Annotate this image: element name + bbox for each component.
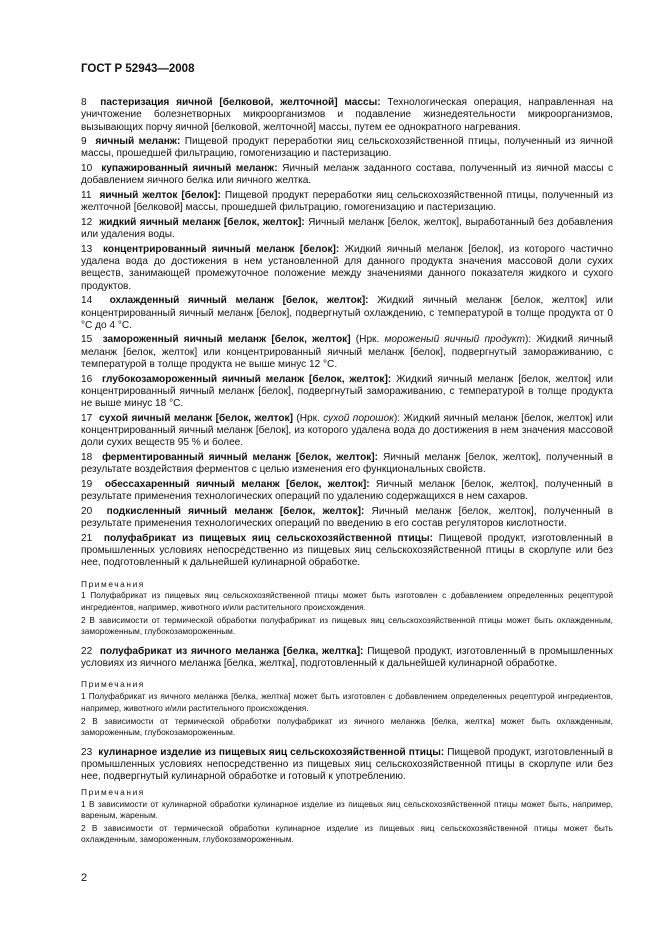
term-number: 23 — [81, 746, 93, 758]
term-entry — [81, 136, 613, 161]
term-definition: Жидкий яичный меланж [белок, желток] или концентрированный яичный меланж [белок], подвергнутый замораживанию, с температурой в толще продукта не выше минус 18 °С. — [81, 373, 614, 410]
term-number: 13 — [81, 243, 93, 255]
term-number: 15 — [81, 334, 93, 346]
term-name: жидкий яичный меланж [белок, желток]: — [99, 216, 305, 228]
term-name: полуфабрикат из яичного меланжа [белка, желтка]: — [99, 645, 364, 657]
term-name: сухой яичный меланж [белок, желток] — [99, 412, 293, 424]
term-definition: Жидкий яичный меланж [белок], из которого частично удалена вода до достижения в нем установленной для данного продукта значения массовой доли сухих веществ, занимающей промежуточное положение между значениями данного показателя жидкого и сухого продуктов. — [81, 243, 613, 292]
note-item: 1 Полуфабрикат из пищевых яиц сельскохозяйственной птицы может быть изготовлен с добавлением определенных рецептурой ингредиентов, например, животного и/или растительного происхождения. — [81, 590, 613, 612]
term-entry — [81, 452, 613, 477]
term-name: яичный желток [белок]: — [99, 189, 221, 201]
term-definition: Пищевой продукт переработки яиц сельскохозяйственной птицы, полученный из яичной массы, прошедшей фильтрацию, гомогенизацию и пастеризацию. — [81, 136, 614, 160]
term-definition: Технологическая операция, направленная на уничтожение болезнетворных микроорганизмов и подавление жизнедеятельности микроорганизмов, вызывающих порчу яичной [белковой, желточной] массы, путем ее однократного нагревания. — [81, 97, 613, 133]
document-header: ГОСТ Р 52943—2008 — [81, 63, 195, 75]
term-definition: Яичный меланж [белок, желток], выработанный без добавления или удаления воды. — [81, 216, 613, 241]
term-entry — [81, 190, 613, 215]
term-23-group — [81, 747, 613, 846]
term-name: ферментированный яичный меланж [белок, желток]: — [102, 451, 379, 463]
term-definition: Яичный меланж [белок, желток], полученный в результате применения технологических операций по введению в его состав регуляторов кислотности. — [81, 505, 613, 530]
notes-block-21 — [81, 578, 613, 638]
term-definition: Жидкий яичный меланж [белок, желток] или концентрированный яичный меланж [белок], подвергнутый охлаждению, с температурой в толще продукта от 0 °С до 4 °С. — [81, 295, 614, 331]
term-entry — [81, 244, 613, 293]
note-item: 2 В зависимости от термической обработки полуфабрикат из пищевых яиц сельскохозяйственной птицы может быть охлажденным, замороженным, глубокозамороженным. — [81, 614, 613, 637]
note-item: 2 В зависимости от термической обработки полуфабрикат из яичного меланжа [белка, желтка] может быть охлажденным, замороженным, глубокозамороженным. — [81, 715, 613, 738]
page-number: 2 — [81, 872, 88, 884]
term-number: 16 — [81, 373, 93, 385]
term-number: 9 — [81, 136, 87, 148]
term-entry — [81, 163, 613, 188]
term-entry — [81, 506, 613, 531]
term-name: кулинарное изделие из пищевых яиц сельскохозяйственной птицы: — [98, 746, 445, 758]
term-definition: Пищевой продукт, изготовленный в промышленных условиях непосредственно из пищевых яиц сельскохозяйственной птицы в скорлупе или без нее, подготовленный к дальнейшей кулинарной обработке. — [81, 532, 613, 569]
term-name: пастеризация яичной [белковой, желточной] массы: — [100, 97, 381, 108]
term-name: полуфабрикат из пищевых яиц сельскохозяйственной птицы: — [103, 532, 433, 544]
term-entry — [81, 533, 613, 570]
term-number: 12 — [81, 216, 93, 228]
note-item: 1 Полуфабрикат из яичного меланжа [белка, желтка] может быть изготовлен с добавлением определенных рецептурой ингредиентов, например, животного и/или растительного происхождения. — [81, 691, 613, 713]
notes-title: Примечания — [81, 578, 145, 589]
term-number: 11 — [81, 189, 92, 201]
terms-list — [81, 97, 613, 570]
notes-block-23 — [81, 786, 613, 846]
term-deprecated-synonym: мороженый яичный продукт — [384, 334, 526, 346]
term-entry — [81, 97, 613, 134]
term-definition: ): Жидкий яичный меланж [белок, желток] или концентрированный яичный меланж [белок], из которого удалена вода до достижения в нем значения массовой доли сухих веществ 95 % и более. — [81, 412, 613, 449]
term-name: замороженный яичный меланж [белок, желток] — [102, 334, 351, 346]
term-definition: Пищевой продукт, изготовленный в промышленных условиях из яичного меланжа [белка, желтка], подготовленный к дальнейшей кулинарной обработке. — [81, 645, 614, 670]
term-entry — [81, 334, 613, 371]
term-definition: ): Жидкий яичный меланж [белок, желток] или концентрированный яичный меланж [белок], подвергнутый замораживанию, с температурой в толще продукта не выше минус 12 °С. — [81, 334, 613, 371]
term-entry — [81, 217, 613, 242]
term-definition: Пищевой продукт переработки яиц сельскохозяйственной птицы, полученный из желточной [белковой] массы, прошедшей фильтрацию, гомогенизацию и пастеризацию. — [81, 189, 613, 214]
term-entry — [81, 295, 613, 332]
term-name: охлажденный яичный меланж [белок, желток]: — [109, 295, 369, 307]
notes-title: Примечания — [81, 786, 145, 797]
document-page — [81, 62, 613, 854]
term-name: концентрированный яичный меланж [белок]: — [103, 243, 340, 255]
term-number: 18 — [81, 451, 93, 463]
term-number: 21 — [81, 532, 93, 544]
term-deprecated-synonym: сухой порошок — [323, 412, 394, 424]
note-item: 1 В зависимости от кулинарной обработки кулинарное изделие из пищевых яиц сельскохозяйственной птицы может быть, например, вареным, жареным. — [81, 798, 613, 820]
term-number: 10 — [81, 163, 93, 175]
term-entry — [81, 479, 613, 504]
term-definition: Пищевой продукт, изготовленный в промышленных условиях непосредственно из пищевых яиц сельскохозяйственной птицы в скорлупе или без нее, подвергнутый кулинарной обработке и готовый к употреблению. — [81, 746, 613, 783]
term-number: 14 — [81, 295, 93, 307]
term-entry — [81, 374, 613, 411]
term-name: глубокозамороженный яичный меланж [белок, желток]: — [102, 373, 392, 385]
term-name: обессахаренный яичный меланж [белок, желток]: — [104, 478, 370, 490]
term-name: подкисленный яичный меланж [белок, желток]: — [106, 505, 365, 517]
term-number: 22 — [81, 645, 93, 657]
notes-block-22 — [81, 678, 613, 738]
term-name: яичный меланж: — [95, 136, 181, 148]
term-number: 8 — [81, 97, 87, 108]
notes-title: Примечания — [81, 679, 145, 690]
term-entry — [81, 646, 613, 671]
term-number: 17 — [81, 412, 93, 424]
term-definition: Яичный меланж заданного состава, полученный из яичной массы с добавлением яичного белка или яичного желтка. — [81, 163, 613, 187]
term-alt-prefix: (Нрк. — [292, 412, 324, 424]
term-name: купажированный яичный меланж: — [101, 163, 278, 175]
term-definition: Яичный меланж [белок, желток], полученный в результате применения технологических операций по удалению содержащихся в нем сахаров. — [81, 478, 613, 503]
term-number: 20 — [81, 505, 93, 517]
term-alt-prefix: (Нрк. — [350, 334, 385, 346]
term-entry — [81, 413, 613, 450]
term-number: 19 — [81, 478, 93, 490]
term-entry — [81, 747, 613, 784]
note-item: 2 В зависимости от термической обработки кулинарное изделие из пищевых яиц сельскохозяйственной птицы может быть охлажденным, замороженным, глубокозамороженным. — [81, 822, 613, 845]
term-definition: Яичный меланж [белок, желток], полученный в результате воздействия ферментов с целью изменения его функциональных свойств. — [81, 451, 613, 476]
